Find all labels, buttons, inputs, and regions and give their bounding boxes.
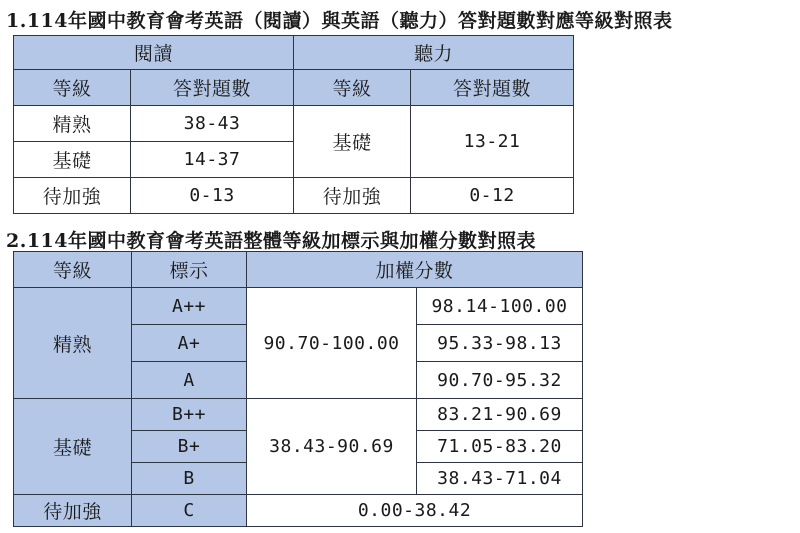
table1-title: 1.114年國中教育會考英語（閱讀）與英語（聽力）答對題數對應等級對照表: [6, 10, 673, 32]
mark-cell: C: [132, 495, 247, 527]
reading-level-cell: 基礎: [14, 142, 131, 178]
range-cell: 90.70-100.00: [247, 288, 417, 399]
mark-cell: B+: [132, 431, 247, 463]
listening-correct-header: 答對題數: [411, 70, 574, 106]
reading-correct-cell: 0-13: [131, 178, 294, 214]
listening-correct-cell: 13-21: [411, 106, 574, 178]
score-cell: 98.14-100.00: [417, 288, 583, 325]
reading-level-cell: 待加強: [14, 178, 131, 214]
listening-level-header: 等級: [294, 70, 411, 106]
listening-level-cell: 待加強: [294, 178, 411, 214]
reading-correct-cell: 14-37: [131, 142, 294, 178]
listening-header: 聽力: [294, 36, 574, 70]
range-cell: 0.00-38.42: [247, 495, 583, 527]
score-header: 加權分數: [247, 252, 583, 288]
range-cell: 38.43-90.69: [247, 399, 417, 495]
score-cell: 83.21-90.69: [417, 399, 583, 431]
reading-header: 閱讀: [14, 36, 294, 70]
score-cell: 95.33-98.13: [417, 325, 583, 362]
reading-listening-table: [13, 35, 574, 214]
listening-level-cell: 基礎: [294, 106, 411, 178]
score-cell: 71.05-83.20: [417, 431, 583, 463]
score-cell: 90.70-95.32: [417, 362, 583, 399]
reading-correct-cell: 38-43: [131, 106, 294, 142]
score-cell: 38.43-71.04: [417, 463, 583, 495]
level-header: 等級: [14, 252, 132, 288]
mark-header: 標示: [132, 252, 247, 288]
level-cell: 基礎: [14, 399, 132, 495]
level-cell: 精熟: [14, 288, 132, 399]
mark-cell: B: [132, 463, 247, 495]
reading-correct-header: 答對題數: [131, 70, 294, 106]
reading-level-cell: 精熟: [14, 106, 131, 142]
reading-level-header: 等級: [14, 70, 131, 106]
table2-title: 2.114年國中教育會考英語整體等級加標示與加權分數對照表: [6, 230, 536, 252]
mark-cell: B++: [132, 399, 247, 431]
weighted-score-table: [13, 251, 583, 527]
level-cell: 待加強: [14, 495, 132, 527]
mark-cell: A++: [132, 288, 247, 325]
listening-correct-cell: 0-12: [411, 178, 574, 214]
mark-cell: A: [132, 362, 247, 399]
mark-cell: A+: [132, 325, 247, 362]
